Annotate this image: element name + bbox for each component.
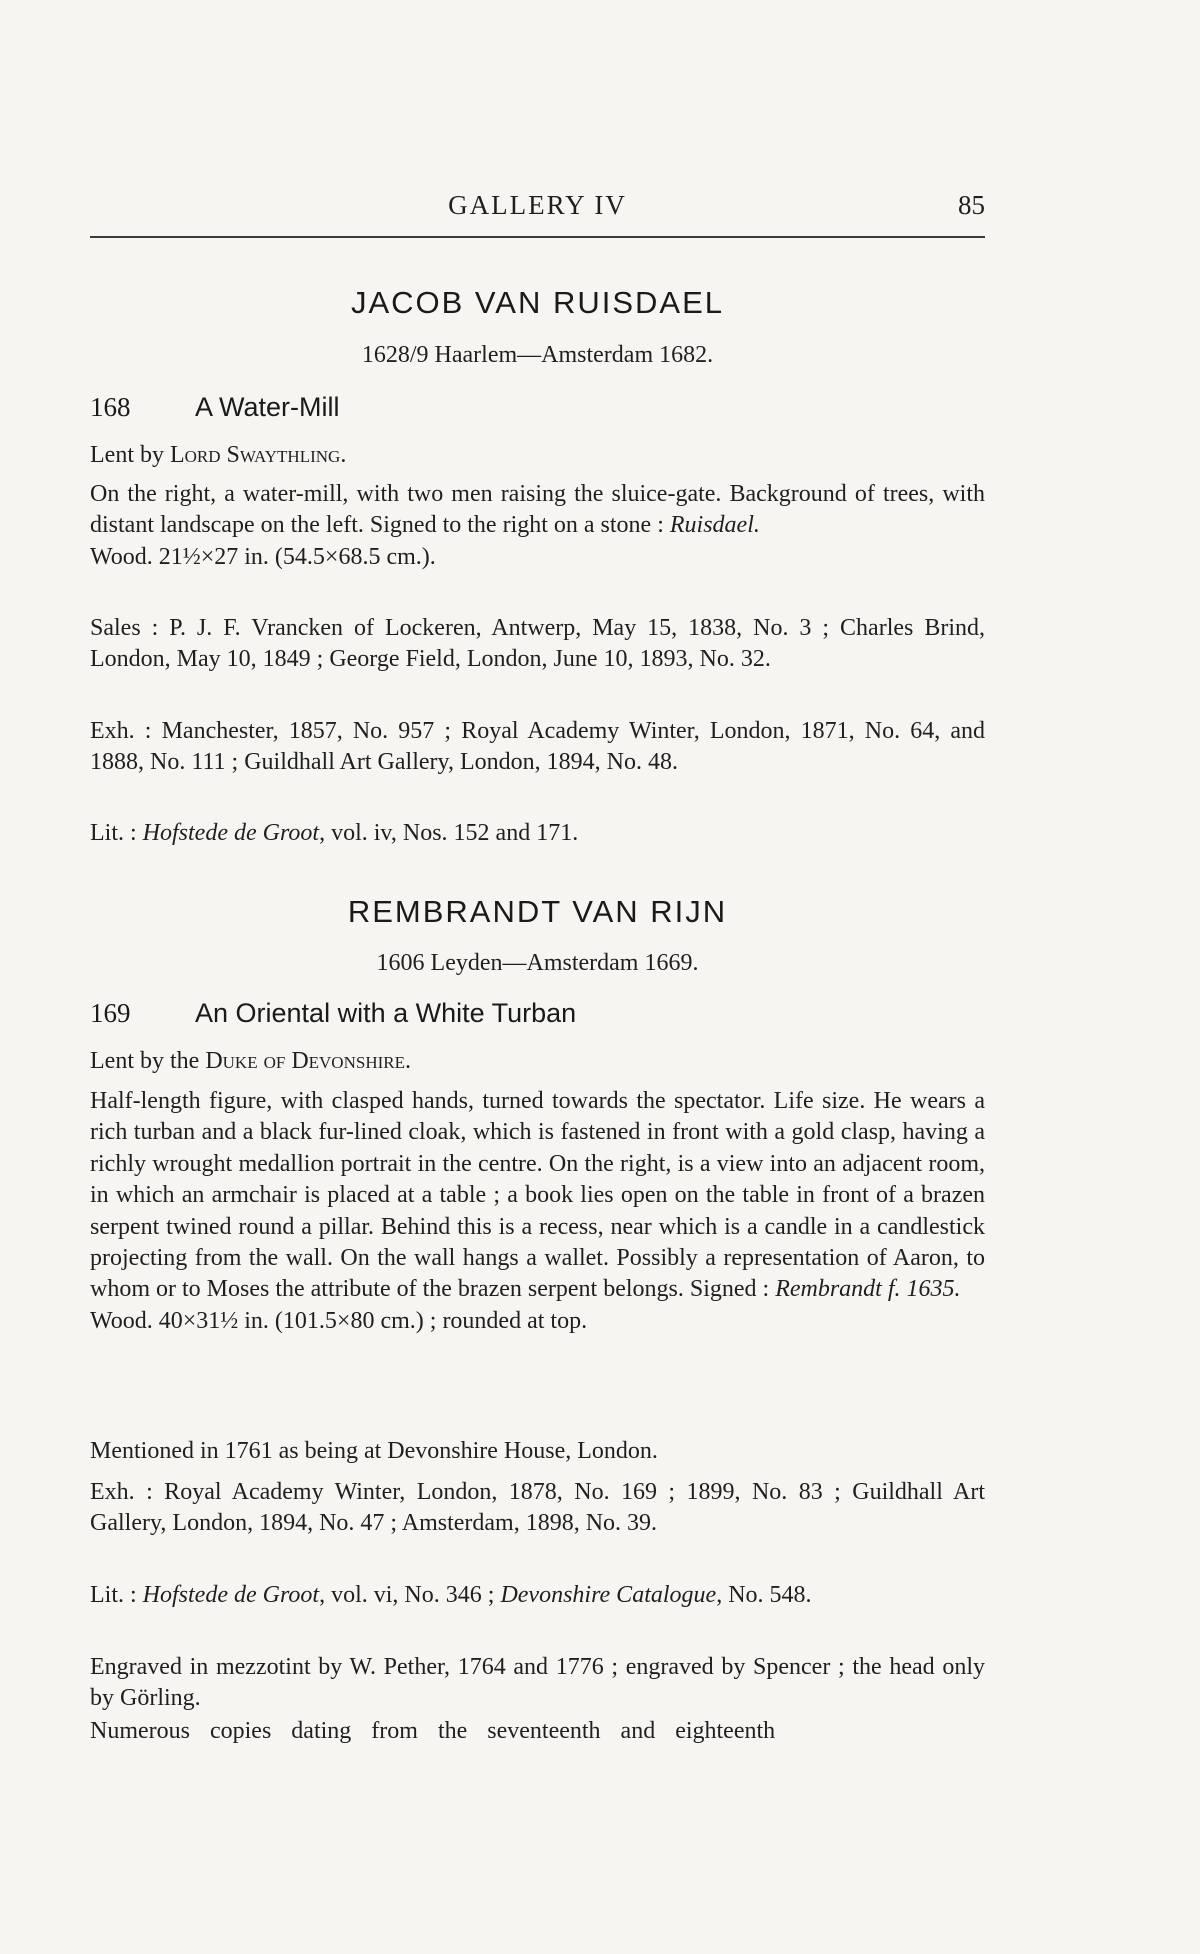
sales-history: Sales : P. J. F. Vrancken of Lockeren, Antwerp, May 15, 1838, No. 3 ; Charles Brind, London, May 10, 1849 ; George Field, London, June 10, 1893, No. 32. (90, 615, 985, 673)
exhibition-history: Exh. : Manchester, 1857, No. 957 ; Royal Academy Winter, London, 1871, No. 64, and 1888, No. 111 ; Guildhall Art Gallery, London, 1894, No. 48. (90, 718, 985, 776)
lent-by: Lent by the Duke of Devonshire. (90, 1048, 411, 1074)
medium-dimensions: Wood. 21½×27 in. (54.5×68.5 cm.). (90, 543, 436, 570)
exhibition-history: Exh. : Royal Academy Winter, London, 1878, No. 169 ; 1899, No. 83 ; Guildhall Art Gallery, London, 1894, No. 47 ; Amsterdam, 1898, No. 39. (90, 1479, 985, 1537)
engravings: Engraved in mezzotint by W. Pether, 1764 and 1776 ; engraved by Spencer ; the head only by Görling. (90, 1654, 985, 1712)
signature: Rembrandt f. 1635. (775, 1276, 961, 1303)
artist-dates: 1606 Leyden—Amsterdam 1669. (376, 950, 699, 976)
lent-by: Lent by Lord Swaythling. (90, 442, 347, 468)
entry-name: A Water-Mill (195, 392, 340, 422)
provenance-note: Mentioned in 1761 as being at Devonshire House, London. (90, 1438, 658, 1464)
gallery-title: GALLERY IV (448, 190, 627, 220)
header-rule (90, 236, 985, 238)
artist-heading: REMBRANDT VAN RIJN (347, 894, 728, 929)
lender-name: Lord Swaythling (169, 442, 341, 468)
lender-name: Duke of Devonshire (205, 1048, 405, 1074)
entry-title (90, 998, 985, 1029)
literature: Lit. : Hofstede de Groot, vol. vi, No. 346 ; Devonshire Catalogue, No. 548. (90, 1582, 812, 1608)
entry-name: An Oriental with a White Turban (195, 998, 577, 1028)
artist-dates: 1628/9 Haarlem—Amsterdam 1682. (361, 342, 714, 368)
medium-dimensions: Wood. 40×31½ in. (101.5×80 cm.) ; rounded at top. (90, 1307, 588, 1334)
description: On the right, a water-mill, with two men raising the sluice-gate. Background of trees, with distant landscape on the left. Signed to the right on a stone : Ruisdael. Wood. 21½×27 in. (54.5×68.5 cm.). (90, 481, 985, 570)
entry-title (90, 392, 985, 423)
description: Half-length figure, with clasped hands, turned towards the spectator. Life size. He wears a rich turban and a black fur-lined cloak, which is fastened in front with a gold clasp, having a richly wrought medallion portrait in the centre. On the right, is a view into an adjacent room, in which an armchair is placed at a table ; a book lies open on the table in front of a brazen serpent twined round a pillar. Behind this is a recess, near which is a candle in a candlestick projecting from the wall. On the wall hangs a wallet. Possibly a representation of Aaron, to whom or to Moses the attribute of the brazen serpent belongs. Signed : Rembrandt f. 1635. Wood. 40×31½ in. (101.5×80 cm.) ; rounded at top. (90, 1088, 985, 1334)
signature: Ruisdael. (669, 512, 760, 539)
artist-heading: JACOB VAN RUISDAEL (350, 285, 725, 320)
copies-note: Numerous copies dating from the seventeenth and eighteenth (90, 1718, 776, 1744)
literature: Lit. : Hofstede de Groot, vol. iv, Nos. 152 and 171. (90, 820, 579, 846)
page-number: 85 (958, 190, 985, 220)
running-header (90, 190, 985, 230)
entry-number: 168 (90, 392, 131, 422)
entry-number: 169 (90, 998, 131, 1028)
